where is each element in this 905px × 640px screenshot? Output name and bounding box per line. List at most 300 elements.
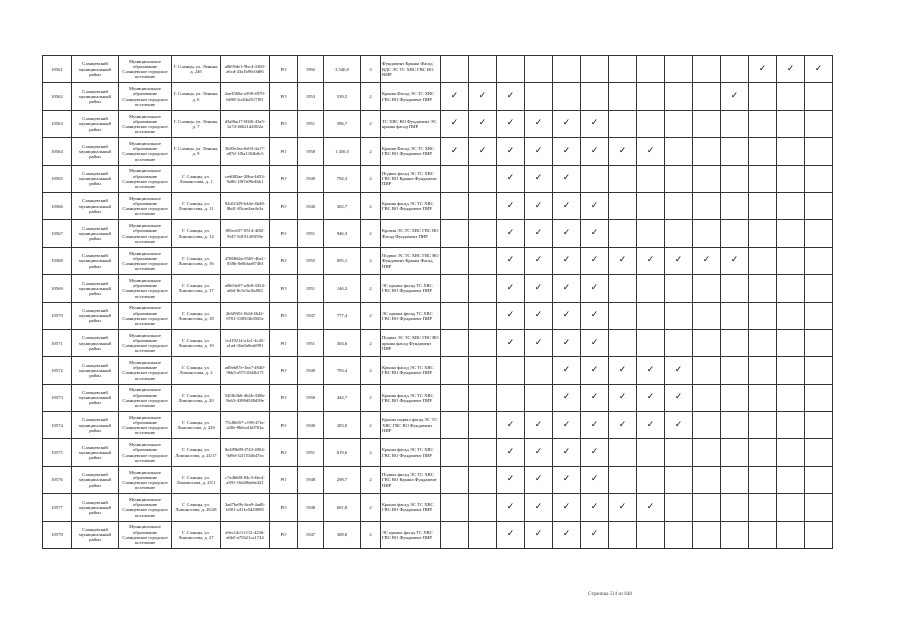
works-cell: Подвал ЭС ТС ХВС ГВС ВО крыша фасад Фундамент ПИР xyxy=(381,329,441,356)
form-cell: РО xyxy=(270,56,298,83)
check-cell xyxy=(553,357,581,384)
address-cell: Г. Сланцы, ул. Ломоносова, д. 27 xyxy=(172,521,221,548)
table-row xyxy=(43,192,833,219)
check-cell xyxy=(777,302,805,329)
checkmark-icon: ✓ xyxy=(562,255,571,266)
area-cell: 298,7 xyxy=(324,466,361,493)
checkmark-icon: ✓ xyxy=(590,145,599,156)
year-cell: 1951 xyxy=(298,439,324,466)
checkmark-icon: ✓ xyxy=(618,255,627,266)
checkmark-icon: ✓ xyxy=(562,447,571,458)
district-cell: Сланцевский муниципальный район xyxy=(72,357,119,384)
check-cell xyxy=(665,412,693,439)
check-cell xyxy=(777,329,805,356)
works-cell: Крыша Фасад ЭС ТС ХВС ГВС ВО Фундамент ПИР xyxy=(381,138,441,165)
check-cell xyxy=(553,192,581,219)
check-cell xyxy=(693,56,721,83)
checkmark-icon: ✓ xyxy=(730,255,739,266)
check-cell xyxy=(777,494,805,521)
year-cell: 1940 xyxy=(298,192,324,219)
check-cell xyxy=(525,302,553,329)
housing-registry-table xyxy=(42,55,833,549)
check-cell xyxy=(693,357,721,384)
area-cell: 539,5 xyxy=(324,83,361,110)
check-cell xyxy=(693,302,721,329)
area-cell: 396,7 xyxy=(324,110,361,137)
check-cell xyxy=(553,521,581,548)
table-row xyxy=(43,83,833,110)
address-cell: Г. Сланцы, ул. Ломоносова, д. 19 xyxy=(172,329,221,356)
guid-cell: 54f3b3b6-462b-438b-9a63-4398d348d39e xyxy=(221,384,270,411)
category-cell: 2 xyxy=(361,329,381,356)
check-cell xyxy=(721,165,749,192)
area-cell: 777,4 xyxy=(324,302,361,329)
check-cell xyxy=(497,83,525,110)
category-cell: 2 xyxy=(361,302,381,329)
row-id: 10561 xyxy=(43,56,72,83)
guid-cell: 2b6f9f5f-f5d4-4642-8701-5385f3b3565e xyxy=(221,302,270,329)
check-cell xyxy=(805,220,833,247)
check-cell xyxy=(525,110,553,137)
checkmark-icon: ✓ xyxy=(562,337,571,348)
checkmark-icon: ✓ xyxy=(590,282,599,293)
check-cell xyxy=(497,329,525,356)
checkmark-icon: ✓ xyxy=(618,501,627,512)
works-cell: Фундамент Крыша Фасад ВДС ЭС ТС ХВС ГВС ВО ВМР xyxy=(381,56,441,83)
table-row xyxy=(43,56,833,83)
row-id: 10566 xyxy=(43,192,72,219)
check-cell xyxy=(749,521,777,548)
check-cell xyxy=(665,384,693,411)
table-row xyxy=(43,357,833,384)
check-cell xyxy=(749,247,777,274)
checkmark-icon: ✓ xyxy=(590,447,599,458)
checkmark-icon: ✓ xyxy=(674,419,683,430)
check-cell xyxy=(749,56,777,83)
check-cell xyxy=(637,521,665,548)
guid-cell: f85ecb57-0514-4f82-9f47-5d1914f9f59e xyxy=(221,220,270,247)
check-cell xyxy=(721,192,749,219)
form-cell: РО xyxy=(270,302,298,329)
check-cell xyxy=(777,275,805,302)
owner-cell: Муниципальное образование Сланцевское городское поселение xyxy=(119,466,172,493)
check-cell xyxy=(637,329,665,356)
year-cell: 1958 xyxy=(298,138,324,165)
check-cell xyxy=(553,138,581,165)
check-cell xyxy=(693,275,721,302)
check-cell xyxy=(441,275,469,302)
category-cell: 2 xyxy=(361,275,381,302)
check-cell xyxy=(721,412,749,439)
check-cell xyxy=(693,439,721,466)
check-cell xyxy=(469,494,497,521)
form-cell: РО xyxy=(270,329,298,356)
check-cell xyxy=(665,521,693,548)
category-cell: 2 xyxy=(361,521,381,548)
check-cell xyxy=(581,165,609,192)
check-cell xyxy=(749,329,777,356)
check-cell xyxy=(749,302,777,329)
form-cell: РО xyxy=(270,110,298,137)
category-cell: 2 xyxy=(361,220,381,247)
check-cell xyxy=(693,220,721,247)
address-cell: Г. Сланцы, ул. Ломоносова, д. 14 xyxy=(172,220,221,247)
year-cell: 1951 xyxy=(298,220,324,247)
check-cell xyxy=(469,384,497,411)
area-cell: 444,7 xyxy=(324,384,361,411)
row-id: 10570 xyxy=(43,302,72,329)
check-cell xyxy=(609,384,637,411)
row-id: 10573 xyxy=(43,384,72,411)
checkmark-icon: ✓ xyxy=(674,364,683,375)
check-cell xyxy=(693,110,721,137)
checkmark-icon: ✓ xyxy=(590,255,599,266)
works-cell: ЭС крыша фасад ТС ХВС ГВС ВО Фундамент ПИР xyxy=(381,302,441,329)
checkmark-icon: ✓ xyxy=(674,255,683,266)
check-cell xyxy=(693,521,721,548)
checkmark-icon: ✓ xyxy=(534,227,543,238)
guid-cell: ad9eb07e-3ea7-4940-9bb5-a97110d2b17f xyxy=(221,357,270,384)
checkmark-icon: ✓ xyxy=(506,447,515,458)
check-cell xyxy=(805,466,833,493)
works-cell: Подвал фасад ЭС ТС ХВС ГВС ВО Крыша Фундамент ПИР xyxy=(381,165,441,192)
checkmark-icon: ✓ xyxy=(478,90,487,101)
check-cell xyxy=(469,412,497,439)
check-cell xyxy=(525,275,553,302)
checkmark-icon: ✓ xyxy=(534,310,543,321)
check-cell xyxy=(805,384,833,411)
check-cell xyxy=(637,247,665,274)
check-cell xyxy=(525,412,553,439)
area-cell: 946,3 xyxy=(324,220,361,247)
check-cell xyxy=(777,466,805,493)
check-cell xyxy=(805,521,833,548)
table-row xyxy=(43,165,833,192)
check-cell xyxy=(805,275,833,302)
checkmark-icon: ✓ xyxy=(562,145,571,156)
check-cell xyxy=(525,56,553,83)
check-cell xyxy=(637,83,665,110)
check-cell xyxy=(665,56,693,83)
form-cell: РО xyxy=(270,494,298,521)
category-cell: 3 xyxy=(361,56,381,83)
address-cell: Г. Сланцы, ул. Ломоносова, д. 18 xyxy=(172,302,221,329)
district-cell: Сланцевский муниципальный район xyxy=(72,192,119,219)
checkmark-icon: ✓ xyxy=(562,474,571,485)
year-cell: 1949 xyxy=(298,357,324,384)
table-row xyxy=(43,302,833,329)
check-cell xyxy=(525,494,553,521)
works-cell: Крыша фасад ЭС ТС ХВС ГВС ВО Фундамент ПИР xyxy=(381,384,441,411)
check-cell xyxy=(665,165,693,192)
area-cell: 308,8 xyxy=(324,521,361,548)
check-cell xyxy=(693,329,721,356)
owner-cell: Муниципальное образование Сланцевское городское поселение xyxy=(119,220,172,247)
check-cell xyxy=(497,302,525,329)
check-cell xyxy=(581,302,609,329)
guid-cell: 3b05e3ea-6e03-4a17-a87d-1f9a135db0c5 xyxy=(221,138,270,165)
check-cell xyxy=(469,302,497,329)
check-cell xyxy=(497,466,525,493)
year-cell: 1953 xyxy=(298,83,324,110)
checkmark-icon: ✓ xyxy=(590,364,599,375)
year-cell: 1951 xyxy=(298,329,324,356)
check-cell xyxy=(441,56,469,83)
form-cell: РО xyxy=(270,439,298,466)
checkmark-icon: ✓ xyxy=(646,419,655,430)
checkmark-icon: ✓ xyxy=(506,90,515,101)
check-cell xyxy=(721,357,749,384)
checkmark-icon: ✓ xyxy=(646,501,655,512)
check-cell xyxy=(749,138,777,165)
check-cell xyxy=(525,247,553,274)
checkmark-icon: ✓ xyxy=(562,310,571,321)
check-cell xyxy=(609,192,637,219)
address-cell: Г. Сланцы, ул. Ленина, д. 24б xyxy=(172,56,221,83)
district-cell: Сланцевский муниципальный район xyxy=(72,56,119,83)
check-cell xyxy=(637,494,665,521)
check-cell xyxy=(693,165,721,192)
checkmark-icon: ✓ xyxy=(618,364,627,375)
check-cell xyxy=(721,439,749,466)
check-cell xyxy=(637,110,665,137)
district-cell: Сланцевский муниципальный район xyxy=(72,329,119,356)
year-cell: 1951 xyxy=(298,275,324,302)
area-cell: 146,2 xyxy=(324,275,361,302)
check-cell xyxy=(581,329,609,356)
checkmark-icon: ✓ xyxy=(534,501,543,512)
year-cell: 1951 xyxy=(298,110,324,137)
check-cell xyxy=(581,192,609,219)
district-cell: Сланцевский муниципальный район xyxy=(72,302,119,329)
works-cell: ТС ХВС ВО Фундамент ЭС крыша фасад ПИР xyxy=(381,110,441,137)
category-cell: 2 xyxy=(361,165,381,192)
checkmark-icon: ✓ xyxy=(590,310,599,321)
year-cell: 1950 xyxy=(298,384,324,411)
row-id: 10567 xyxy=(43,220,72,247)
district-cell: Сланцевский муниципальный район xyxy=(72,384,119,411)
district-cell: Сланцевский муниципальный район xyxy=(72,412,119,439)
check-cell xyxy=(665,220,693,247)
row-id: 10564 xyxy=(43,138,72,165)
check-cell xyxy=(581,412,609,439)
district-cell: Сланцевский муниципальный район xyxy=(72,247,119,274)
check-cell xyxy=(441,521,469,548)
guid-cell: 8e289b89-f743-4904-9d9d-32f153db47ea xyxy=(221,439,270,466)
checkmark-icon: ✓ xyxy=(590,227,599,238)
checkmark-icon: ✓ xyxy=(590,392,599,403)
check-cell xyxy=(525,220,553,247)
check-cell xyxy=(637,138,665,165)
check-cell xyxy=(469,56,497,83)
check-cell xyxy=(441,247,469,274)
row-id: 10574 xyxy=(43,412,72,439)
check-cell xyxy=(721,83,749,110)
works-cell: ЭС крыша фасад ТС ХВС ГВС ВО Фундамент ПИР xyxy=(381,275,441,302)
check-cell xyxy=(553,56,581,83)
guid-cell: 75c8b657-c198-47fa-a20e-8b6ca1b0763a xyxy=(221,412,270,439)
check-cell xyxy=(749,357,777,384)
guid-cell: 92d1f429-b44e-4b48-8bd1-83cae4ae4e3a xyxy=(221,192,270,219)
check-cell xyxy=(609,110,637,137)
check-cell xyxy=(497,439,525,466)
row-id: 10578 xyxy=(43,521,72,548)
check-cell xyxy=(553,384,581,411)
owner-cell: Муниципальное образование Сланцевское городское поселение xyxy=(119,494,172,521)
check-cell xyxy=(609,412,637,439)
address-cell: Г. Сланцы, ул. Ломоносова, д. 25/1 xyxy=(172,466,221,493)
check-cell xyxy=(469,466,497,493)
works-cell: Кровля ЭС ТС ХВС ГВС ВО Фасад Фундамент ПИР xyxy=(381,220,441,247)
check-cell xyxy=(609,439,637,466)
checkmark-icon: ✓ xyxy=(478,145,487,156)
check-cell xyxy=(693,494,721,521)
check-cell xyxy=(721,384,749,411)
check-cell xyxy=(441,138,469,165)
check-cell xyxy=(553,275,581,302)
check-cell xyxy=(525,138,553,165)
check-cell xyxy=(805,165,833,192)
check-cell xyxy=(693,247,721,274)
row-id: 10571 xyxy=(43,329,72,356)
year-cell: 1949 xyxy=(298,165,324,192)
check-cell xyxy=(665,439,693,466)
checkmark-icon: ✓ xyxy=(534,255,543,266)
owner-cell: Муниципальное образование Сланцевское городское поселение xyxy=(119,439,172,466)
checkmark-icon: ✓ xyxy=(758,63,767,74)
address-cell: Г. Сланцы, ул. Ленина, д. 6 xyxy=(172,83,221,110)
checkmark-icon: ✓ xyxy=(506,310,515,321)
address-cell: Г. Сланцы, ул. Ломоносова, д. 1 xyxy=(172,165,221,192)
check-cell xyxy=(693,384,721,411)
category-cell: 2 xyxy=(361,494,381,521)
guid-cell: 2ae4568a-a398-4970-b698-3cd1bd517f91 xyxy=(221,83,270,110)
checkmark-icon: ✓ xyxy=(506,529,515,540)
checkmark-icon: ✓ xyxy=(730,90,739,101)
table-row xyxy=(43,220,833,247)
form-cell: РО xyxy=(270,138,298,165)
works-cell: Крыша подвал фасад ЭС ТС ХВС ГВС ВО Фундамент ПИР xyxy=(381,412,441,439)
check-cell xyxy=(665,247,693,274)
form-cell: РО xyxy=(270,384,298,411)
form-cell: РО xyxy=(270,412,298,439)
checkmark-icon: ✓ xyxy=(506,282,515,293)
row-id: 10565 xyxy=(43,165,72,192)
check-cell xyxy=(805,83,833,110)
check-cell xyxy=(805,110,833,137)
check-cell xyxy=(469,138,497,165)
checkmark-icon: ✓ xyxy=(534,337,543,348)
row-id: 10562 xyxy=(43,83,72,110)
check-cell xyxy=(777,247,805,274)
check-cell xyxy=(805,412,833,439)
form-cell: РО xyxy=(270,192,298,219)
table-row xyxy=(43,275,833,302)
check-cell xyxy=(497,275,525,302)
checkmark-icon: ✓ xyxy=(702,255,711,266)
row-id: 10576 xyxy=(43,466,72,493)
checkmark-icon: ✓ xyxy=(562,364,571,375)
year-cell: 1947 xyxy=(298,302,324,329)
owner-cell: Муниципальное образование Сланцевское городское поселение xyxy=(119,83,172,110)
check-cell xyxy=(665,275,693,302)
check-cell xyxy=(721,302,749,329)
category-cell: 2 xyxy=(361,192,381,219)
table-row xyxy=(43,494,833,521)
category-cell: 2 xyxy=(361,384,381,411)
owner-cell: Муниципальное образование Сланцевское городское поселение xyxy=(119,275,172,302)
check-cell xyxy=(553,220,581,247)
checkmark-icon: ✓ xyxy=(646,364,655,375)
check-cell xyxy=(441,412,469,439)
checkmark-icon: ✓ xyxy=(590,419,599,430)
area-cell: 1 450,5 xyxy=(324,138,361,165)
check-cell xyxy=(777,521,805,548)
check-cell xyxy=(609,138,637,165)
works-cell: Подвал ЭС ТС ХВС ГВС ВО Фундамент Крыша Фасад ПИР xyxy=(381,247,441,274)
check-cell xyxy=(553,83,581,110)
check-cell xyxy=(749,439,777,466)
checkmark-icon: ✓ xyxy=(646,255,655,266)
checkmark-icon: ✓ xyxy=(562,173,571,184)
row-id: 10572 xyxy=(43,357,72,384)
address-cell: Г. Сланцы, ул. Ленина, д. 9 xyxy=(172,138,221,165)
checkmark-icon: ✓ xyxy=(450,145,459,156)
checkmark-icon: ✓ xyxy=(450,90,459,101)
owner-cell: Муниципальное образование Сланцевское городское поселение xyxy=(119,56,172,83)
form-cell: РО xyxy=(270,83,298,110)
check-cell xyxy=(805,247,833,274)
check-cell xyxy=(749,110,777,137)
checkmark-icon: ✓ xyxy=(562,501,571,512)
table-row xyxy=(43,439,833,466)
check-cell xyxy=(581,357,609,384)
form-cell: РО xyxy=(270,275,298,302)
checkmark-icon: ✓ xyxy=(562,200,571,211)
check-cell xyxy=(497,192,525,219)
category-cell: 2 xyxy=(361,138,381,165)
guid-cell: a9ec14c5-f112-4236-a6b5-a75621ca1744 xyxy=(221,521,270,548)
checkmark-icon: ✓ xyxy=(506,118,515,129)
check-cell xyxy=(441,302,469,329)
check-cell xyxy=(553,110,581,137)
check-cell xyxy=(749,165,777,192)
check-cell xyxy=(581,110,609,137)
check-cell xyxy=(665,357,693,384)
owner-cell: Муниципальное образование Сланцевское городское поселение xyxy=(119,192,172,219)
checkmark-icon: ✓ xyxy=(646,392,655,403)
check-cell xyxy=(441,110,469,137)
address-cell: Г. Сланцы, ул. Ломоносова, д. 17 xyxy=(172,275,221,302)
checkmark-icon: ✓ xyxy=(590,474,599,485)
check-cell xyxy=(805,138,833,165)
check-cell xyxy=(637,165,665,192)
check-cell xyxy=(637,384,665,411)
table-row xyxy=(43,329,833,356)
owner-cell: Муниципальное образование Сланцевское городское поселение xyxy=(119,329,172,356)
check-cell xyxy=(665,494,693,521)
address-cell: Г. Сланцы, ул. Ломоносова, д. 22б xyxy=(172,412,221,439)
form-cell: РО xyxy=(270,247,298,274)
check-cell xyxy=(581,220,609,247)
check-cell xyxy=(441,357,469,384)
row-id: 10568 xyxy=(43,247,72,274)
check-cell xyxy=(665,83,693,110)
category-cell: 2 xyxy=(361,466,381,493)
check-cell xyxy=(749,494,777,521)
checkmark-icon: ✓ xyxy=(618,392,627,403)
checkmark-icon: ✓ xyxy=(506,200,515,211)
